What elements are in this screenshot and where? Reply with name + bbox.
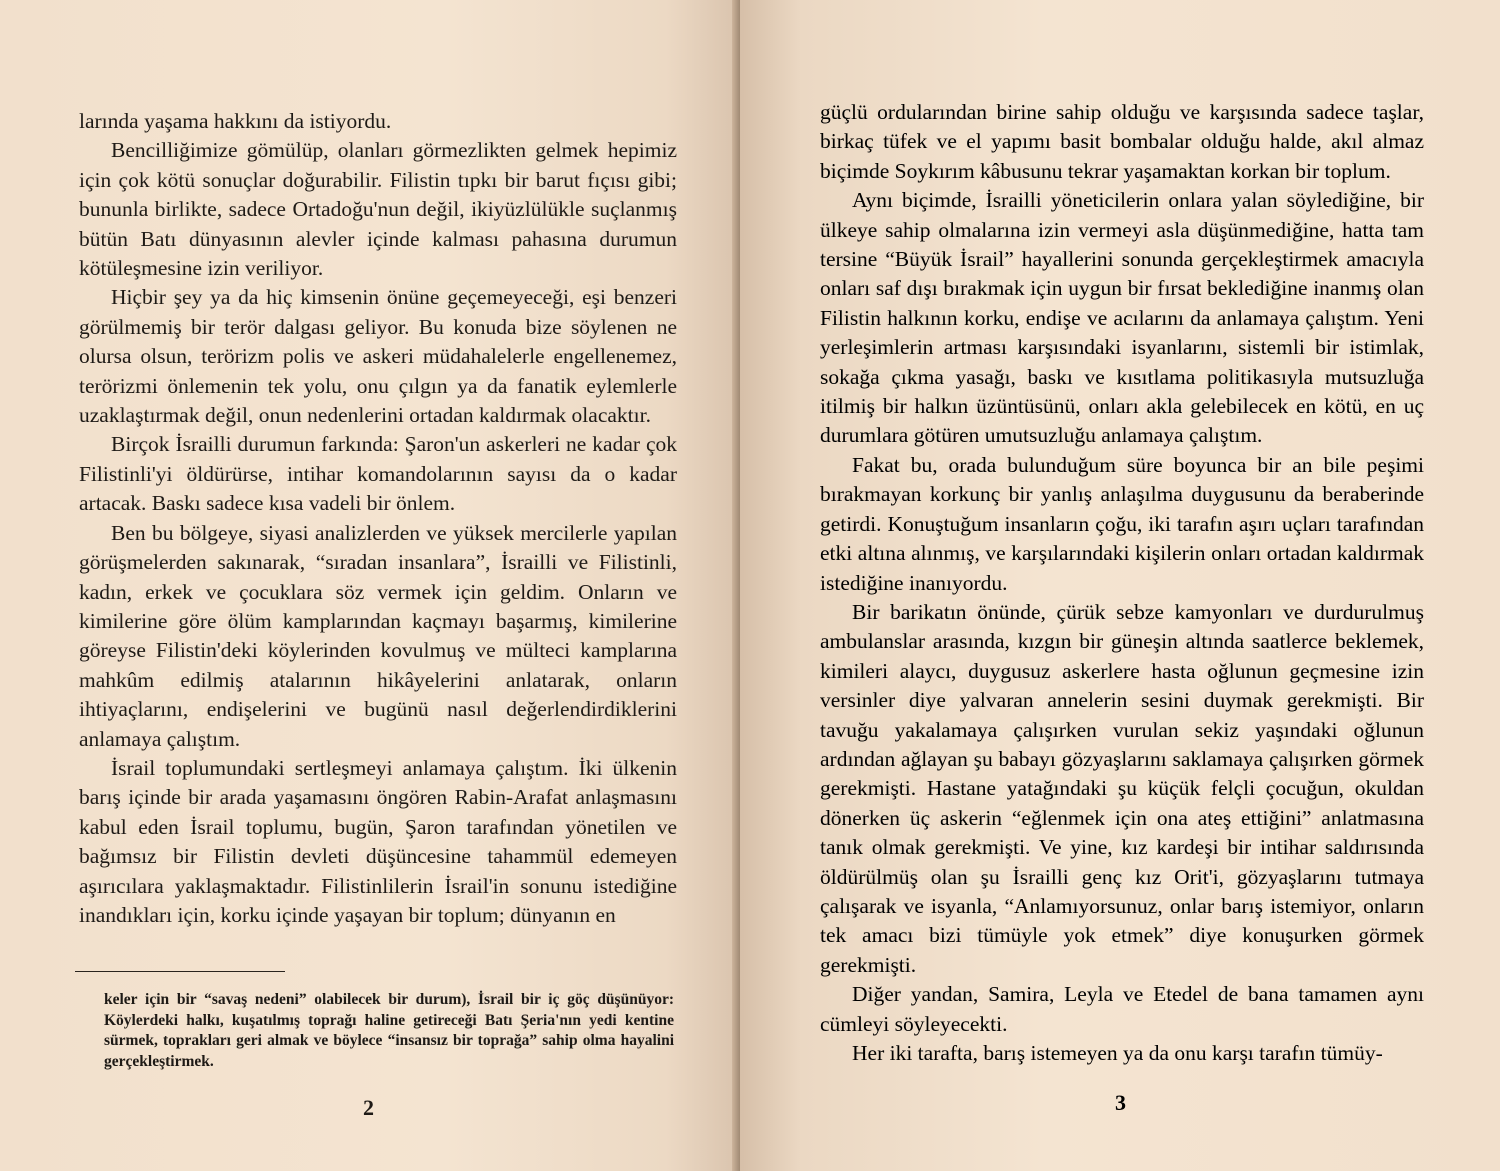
- paragraph: Diğer yandan, Samira, Leyla ve Etedel de bana tamamen aynı cümleyi söyleyecekti.: [820, 982, 1424, 1036]
- paragraph: Fakat bu, orada bulunduğum süre boyunca bir an bile peşimi bırakmayan korkunç bir yanlış anlaşılma duygusunu da beraberinde getirdi. Konuştuğum insanların çoğu, iki tarafın aşırı uçları tarafından etki altına alınmış, ve karşılarındaki kişilerin onları ortadan kaldırmak istediğine inanıyordu.: [820, 452, 1424, 595]
- paragraph: Hiçbir şey ya da hiç kimsenin önüne geçemeyeceği, eşi benzeri görülmemiş bir terör dalgası geliyor. Bu konuda bize söylenen ne olursa olsun, terörizm polis ve askeri müdahalelerle engellenemez, terörizmi önlemenin tek yolu, onu çılgın ya da fanatik eylemlerle uzaklaştırmak değil, onun nedenlerini ortadan kaldırmak olacaktır.: [79, 285, 677, 428]
- paragraph: Aynı biçimde, İsrailli yöneticilerin onlara yalan söylediğine, bir ülkeye sahip olmalarına izin vermeyi asla düşünmediğine, hatta tam tersine “Büyük İsrail” hayallerini sonunda gerçekleştirmek amacıyla onları saf dışı bırakmak için uygun bir fırsat beklediğine inanmış olan Filistin halkının korku, endişe ve acılarını da anlamaya çalıştım. Yeni yerleşimlerin artması karşısındaki isyanlarını, sistemli bir istimlak, sokağa çıkma yasağı, baskı ve kısıtlama politikasıyla mutsuzluğa itilmiş bir halkın üzüntüsünü, onları akla gelebilecek en kötü, en uç durumlara götüren umutsuzluğu anlamaya çalıştım.: [820, 188, 1424, 448]
- paragraph: İsrail toplumundaki sertleşmeyi anlamaya çalıştım. İki ülkenin barış içinde bir arada yaşamasını öngören Rabin-Arafat anlaşmasını kabul eden İsrail toplumu, bugün, Şaron tarafından yönetilen ve bağımsız bir Filistin devleti düşüncesine tahammül edemeyen aşırıcılara yaklaşmaktadır. Filistinlilerin İsrail'in sonunu istediğine inandıkları için, korku içinde yaşayan bir toplum; dünyanın en: [79, 755, 677, 927]
- left-page-body: [79, 107, 677, 930]
- paragraph: larında yaşama hakkını da istiyordu.: [79, 109, 392, 133]
- paragraph: Her iki tarafta, barış istemeyen ya da onu karşı tarafın tümüy-: [852, 1041, 1383, 1065]
- paragraph: Ben bu bölgeye, siyasi analizlerden ve yüksek mercilerle yapılan görüşmelerden sakınarak, “sıradan insanlara”, İsrailli ve Filistinli, kadın, erkek ve çocuklara söz vermek için geldim. Onların ve kimilerine göre ölüm kamplarından kaçmayı başarmış, kimilerine göreyse Filistin'deki köylerinden kovulmuş ve mülteci kamplarına mahkûm edilmiş atalarının hikâyelerini anlatarak, onların ihtiyaçlarını, endişelerini ve bugünü nasıl değerlendirdiklerini anlamaya çalıştım.: [79, 520, 677, 751]
- footnote: keler için bir “savaş nedeni” olabilecek bir durum), İsrail bir iç göç düşünüyor: Köylerdeki halkı, kuşatılmış toprağı haline getireceği Batı Şeria'nın yedi kentine sürmek, toprakları geri almak ve böylece “insansız bir toprağa” sahip olma hayalini gerçekleştirmek.: [104, 991, 674, 1070]
- paragraph: Bencilliğimize gömülüp, olanları görmezlikten gelmek hepimiz için çok kötü sonuçlar doğurabilir. Filistin tıpkı bir barut fıçısı gibi; bununla birlikte, sadece Ortadoğu'nun değil, ikiyüzlülükle suçlanmış bütün Batı dünyasının alevler içinde kalması pahasına durumun kötüleşmesine izin veriliyor.: [79, 138, 677, 281]
- page-number-left: 2: [363, 1095, 374, 1120]
- page-number-right: 3: [1115, 1090, 1126, 1115]
- left-page: [0, 0, 740, 1171]
- paragraph: Bir barikatın önünde, çürük sebze kamyonları ve durdurulmuş ambulanslar arasında, kızgın bir güneşin altında saatlerce beklemek, kimileri alaycı, duygusuz askerlere hasta oğlunun geçmesine izin versinler diye yalvaran annelerin sesini duymak gerekmişti. Bir tavuğu yakalamaya çalışırken vurulan sekiz yaşındaki oğlunun ardından ağlayan şu babayı gözyaşlarını saklamaya çalışırken görmek gerekmişti. Hastane yatağındaki şu küçük felçli çocuğun, okuldan dönerken üç askerin “eğlenmek için ona ateş ettiğini” anlatmasına tanık olmak gerekmişti. Ve yine, kız kardeşi bir intihar saldırısında öldürülmüş olan şu İsrailli genç kız Orit'i, gözyaşlarını tutmaya çalışarak ve isyanla, “Anlamıyorsunuz, onlar barış istemiyor, onların tek amacı bizi tümüyle yok etmek” diye konuşurken görmek gerekmişti.: [820, 599, 1424, 977]
- right-page-body: [820, 98, 1424, 1068]
- paragraph: Birçok İsrailli durumun farkında: Şaron'un askerleri ne kadar çok Filistinli'yi öldürürse, intihar komandolarının sayısı da o kadar artacak. Baskı sadece kısa vadeli bir önlem.: [79, 432, 677, 516]
- paragraph: güçlü ordularından birine sahip olduğu ve karşısında sadece taşlar, birkaç tüfek ve el yapımı basit bombalar olduğu halde, akıl almaz biçimde Soykırım kâbusunu tekrar yaşamaktan korkan bir toplum.: [820, 100, 1424, 183]
- footnote-divider: [75, 971, 285, 972]
